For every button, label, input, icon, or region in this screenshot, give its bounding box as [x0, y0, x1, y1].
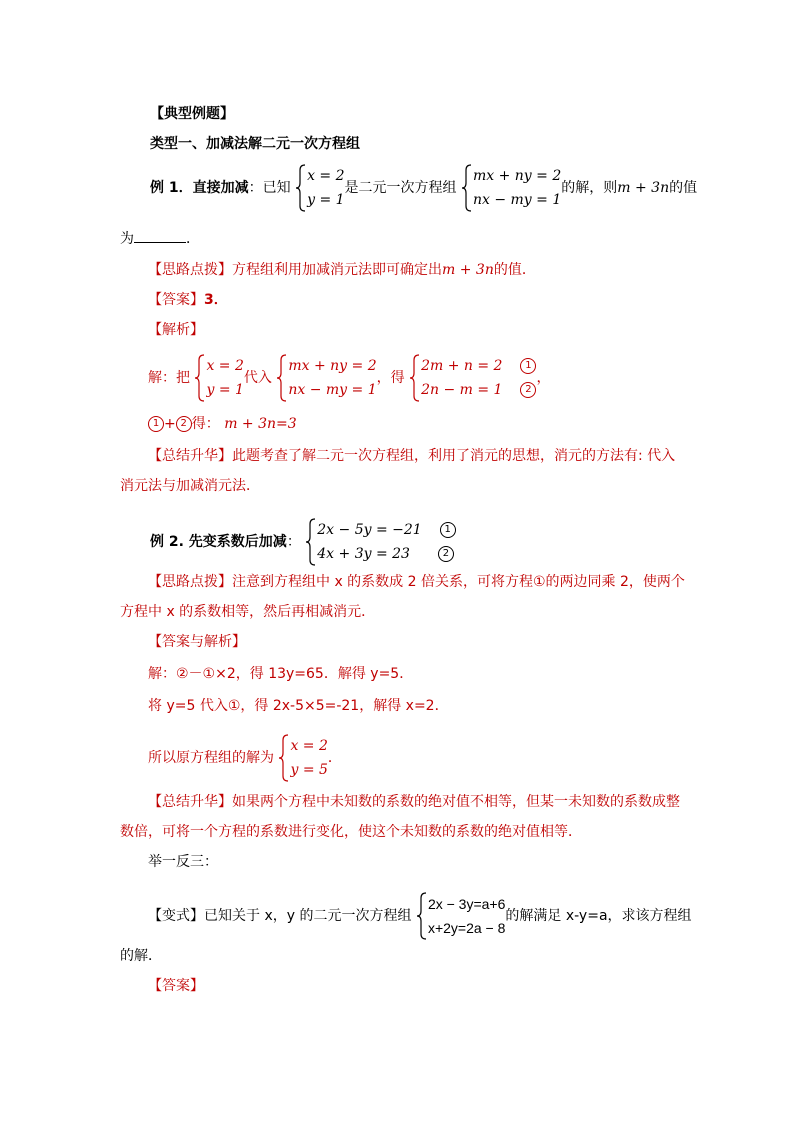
circled-1-icon: 1 [440, 522, 456, 538]
answer-value: 3． [204, 292, 228, 308]
hint-text: 方程组利用加减消元法即可确定出 [232, 262, 442, 278]
result-y: y = 5 [290, 762, 328, 778]
example1-solution-system [295, 164, 344, 212]
colon: ： [286, 534, 301, 550]
example1-hint [148, 260, 536, 280]
hint-end: 的值． [493, 262, 536, 278]
practice-line [148, 892, 692, 940]
eq1: mx + ny = 2 [288, 358, 377, 374]
step3-end: ． [327, 750, 342, 766]
brace-icon [305, 518, 316, 566]
brace-icon [276, 354, 287, 402]
example1-text-a: ：已知 [248, 180, 291, 196]
brace-icon [409, 354, 420, 402]
sol-de: ，得 [376, 370, 405, 386]
example1-solution [148, 354, 550, 402]
sol-x: x = 2 [206, 358, 244, 374]
example1-answer [148, 290, 228, 310]
sum-expr: m + 3n=3 [224, 416, 297, 432]
example1-text-d: 的值 [669, 180, 698, 196]
example1-line [150, 164, 697, 212]
circled-2-icon: 2 [520, 382, 536, 398]
example2-answer-tag: 【答案与解析】 [148, 634, 246, 650]
period: ． [186, 231, 200, 247]
sol-comma: ， [536, 370, 551, 386]
sol-x: x = 2 [307, 168, 345, 184]
sol-r1: 2m + n = 2 [421, 358, 503, 374]
example1-equation-system [461, 164, 561, 212]
hint-tag: 【思路点拨】 [148, 574, 232, 590]
summary-tag: 【总结升华】 [148, 794, 232, 810]
step3-text: 所以原方程组的解为 [148, 750, 274, 766]
brace-icon [461, 164, 472, 212]
sol-r2: 2n − m = 1 [421, 382, 503, 398]
sol-y: y = 1 [307, 192, 345, 208]
practice-system [416, 892, 505, 940]
ex2-row2 [317, 542, 455, 566]
circled-2-icon: 2 [438, 546, 454, 562]
result-system [278, 734, 327, 782]
ex2-eq1: 2x − 5y = −21 [317, 522, 422, 538]
sum-text: 得： [191, 416, 220, 432]
example2-label: 例 2. 先变系数后加减 [150, 534, 287, 550]
example1-blank-line [120, 228, 200, 249]
example2-hint-l1 [148, 572, 685, 592]
example2-hint-l2: 方程中 x 的系数相等，然后再相减消元． [120, 604, 376, 620]
example1-expr: m + 3n [617, 180, 670, 196]
brace-icon [278, 734, 289, 782]
sol-mid: 代入 [243, 370, 272, 386]
answer-blank [134, 228, 186, 243]
practice-title: 举一反三： [148, 854, 218, 870]
example2-system [305, 518, 455, 566]
hint-tag: 【思路点拨】 [148, 262, 232, 278]
example1-analysis-tag: 【解析】 [148, 322, 204, 338]
sol-y: y = 1 [206, 382, 244, 398]
practice-eq2: x+2y=2a − 8 [427, 920, 506, 936]
answer-tag: 【答案】 [148, 292, 204, 308]
practice-eq1: 2x − 3y=a+6 [427, 896, 506, 912]
example1-sum-line [148, 414, 297, 434]
section-title: 【典型例题】 [150, 106, 234, 122]
plus: + [164, 416, 176, 432]
circled-1-icon: 1 [148, 416, 164, 432]
circled-1-icon: 1 [520, 358, 536, 374]
ex2-eq2: 4x + 3y = 23 [317, 546, 410, 562]
eq2: nx − my = 1 [472, 192, 562, 208]
example2-step1: 解：②－①×2，得 13y=65．解得 y=5． [148, 666, 414, 682]
variant-tag: 【变式】 [148, 908, 204, 924]
sol-intro: 解：把 [148, 370, 190, 386]
example1-summary-l1 [148, 446, 675, 466]
practice-text-a: 已知关于 x，y 的二元一次方程组 [204, 908, 412, 924]
example2-line [150, 518, 456, 566]
eq2: nx − my = 1 [288, 382, 377, 398]
example2-summary-l1 [148, 792, 680, 812]
example1-text-b: 是二元一次方程组 [344, 180, 457, 196]
type1-title: 类型一、加减法解二元一次方程组 [150, 136, 360, 152]
sol-row2 [421, 378, 536, 402]
hint-text: 注意到方程组中 x 的系数成 2 倍关系，可将方程①的两边同乘 2，使两个 [232, 574, 685, 590]
example1-label: 例 1．直接加减 [150, 180, 249, 196]
practice-text-b: 的解满足 x-y=a，求该方程组 [505, 908, 692, 924]
eq1: mx + ny = 2 [472, 168, 562, 184]
wei-text: 为 [120, 231, 134, 247]
example1-text-c: 的解，则 [561, 180, 618, 196]
example2-step3 [148, 734, 342, 782]
summary-text: 如果两个方程中未知数的系数的绝对值不相等，但某一未知数的系数成整 [232, 794, 680, 810]
brace-icon [416, 892, 427, 940]
ex2-row1 [317, 518, 455, 542]
example2-summary-l2: 数倍，可将一个方程的系数进行变化，使这个未知数的系数的绝对值相等． [120, 824, 582, 840]
summary-tag: 【总结升华】 [148, 448, 232, 464]
example2-step2: 将 y=5 代入①，得 2x-5×5=-21，解得 x=2． [148, 698, 449, 714]
result-x: x = 2 [290, 738, 328, 754]
practice-answer-tag: 【答案】 [148, 978, 204, 994]
sol-system-mn [409, 354, 536, 402]
sol-system-eq [276, 354, 376, 402]
sol-system-xy [194, 354, 243, 402]
hint-expr: m + 3n [442, 262, 494, 278]
practice-text-c: 的解． [120, 948, 162, 964]
brace-icon [194, 354, 205, 402]
summary-text: 此题考查了解二元一次方程组，利用了消元的思想，消元的方法有: 代入 [232, 448, 676, 464]
circled-2-icon: 2 [176, 416, 192, 432]
example1-summary-l2: 消元法与加减消元法． [120, 478, 260, 494]
brace-icon [295, 164, 306, 212]
sol-row1 [421, 354, 536, 378]
